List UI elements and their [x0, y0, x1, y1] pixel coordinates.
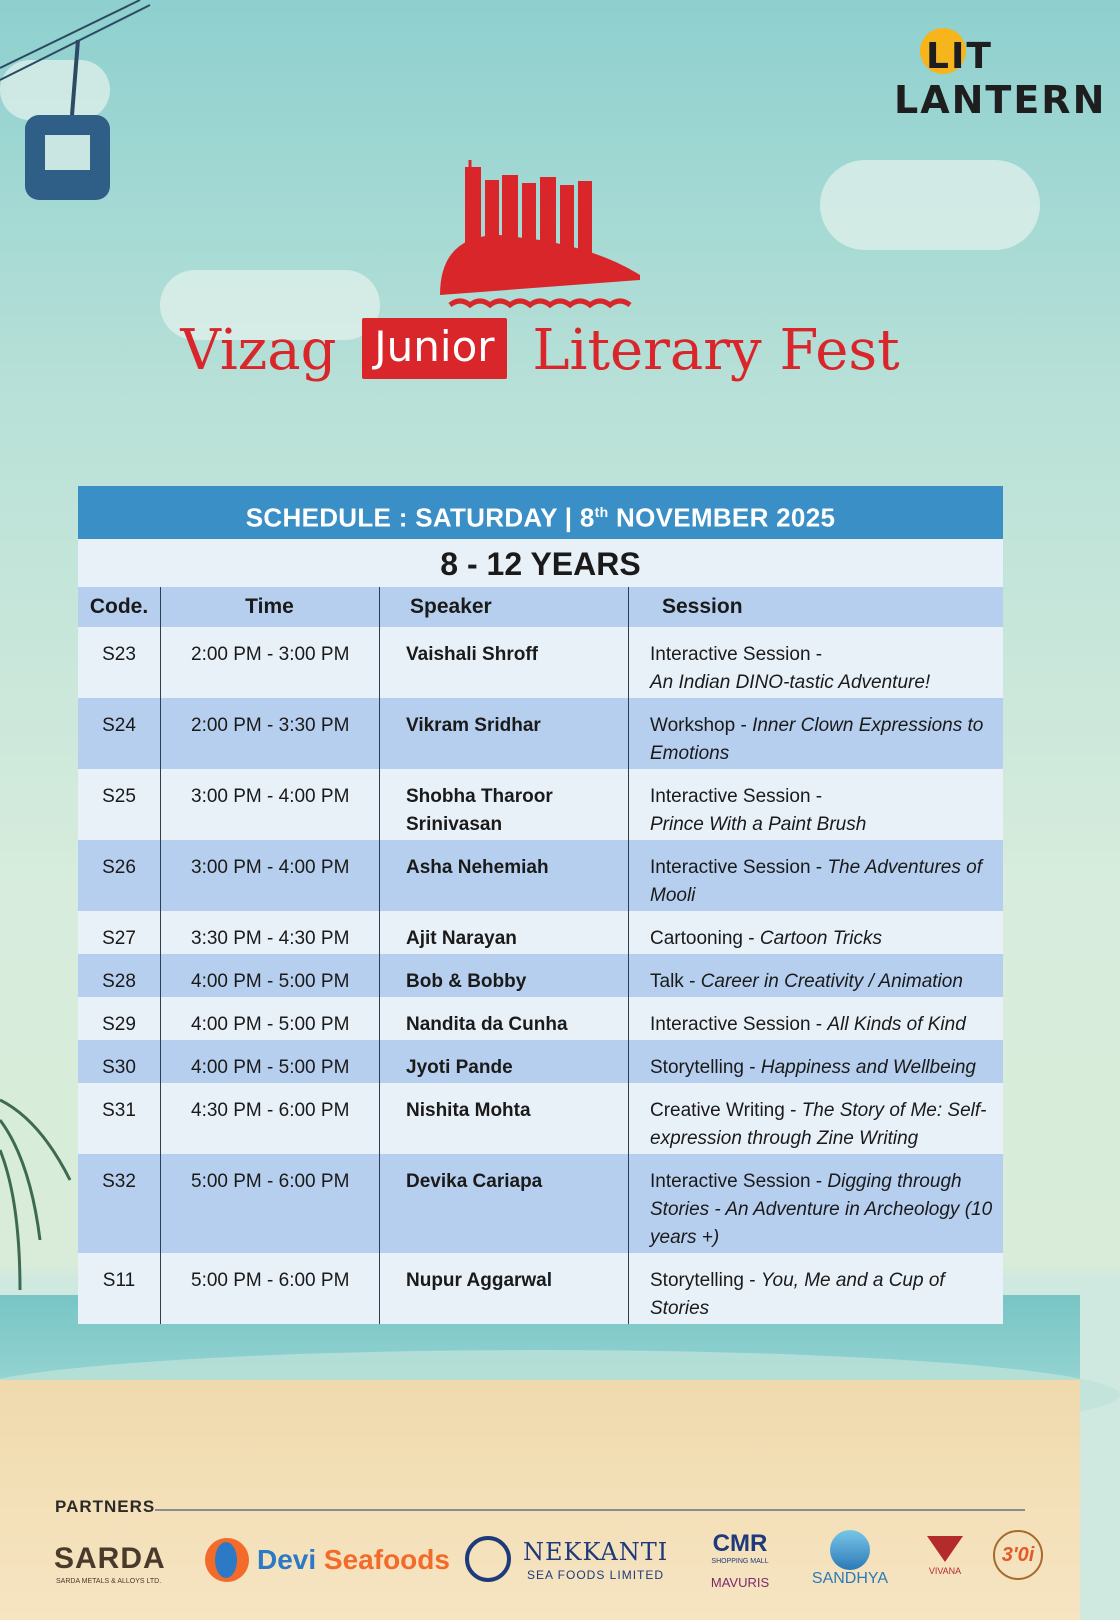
row-session — [629, 1083, 1004, 1154]
row-code: S25 — [78, 769, 161, 840]
row-time: 3:00 PM - 4:00 PM — [161, 840, 380, 911]
row-time: 4:00 PM - 5:00 PM — [161, 954, 380, 997]
row-code: S26 — [78, 840, 161, 911]
session-title: Career in Creativity / Animation — [700, 971, 963, 992]
column-header-row — [78, 587, 1003, 627]
devi-seafoods-logo — [205, 1530, 450, 1590]
session-title: Happiness and Wellbeing — [760, 1057, 976, 1078]
sandhya-wave-icon — [830, 1530, 870, 1570]
row-time: 5:00 PM - 6:00 PM — [161, 1253, 380, 1324]
table-row — [78, 1083, 1003, 1154]
session-type: Interactive Session - — [650, 1014, 828, 1035]
nekkanti-name: NEKKANTI — [523, 1538, 669, 1566]
row-code: S28 — [78, 954, 161, 997]
column-header-code: Code. — [78, 587, 161, 627]
schedule-header-suffix: NOVEMBER 2025 — [608, 502, 836, 533]
row-code: S23 — [78, 627, 161, 698]
session-type: Workshop - — [650, 715, 753, 736]
row-speaker: Vikram Sridhar — [380, 698, 629, 769]
nekkanti-logo — [465, 1530, 669, 1590]
age-group: 8 - 12 YEARS — [78, 539, 1003, 587]
row-code: S31 — [78, 1083, 161, 1154]
book-whale-logo — [440, 155, 660, 315]
sandhya-name: SANDHYA — [811, 1570, 889, 1587]
threeten-mark: 3'0i — [993, 1530, 1043, 1580]
nekkanti-mark-icon — [465, 1536, 511, 1582]
table-row — [78, 1154, 1003, 1253]
vivana-logo — [920, 1530, 970, 1590]
table-row — [78, 769, 1003, 840]
threeten-logo — [993, 1530, 1045, 1590]
table-row — [78, 627, 1003, 698]
devi-name-a: Devi — [257, 1544, 317, 1575]
row-session — [629, 769, 1004, 840]
table-row — [78, 1253, 1003, 1324]
row-time: 3:30 PM - 4:30 PM — [161, 911, 380, 954]
vivana-name: VIVANA — [928, 1566, 962, 1576]
cable-car-illustration — [0, 0, 160, 210]
column-header-speaker: Speaker — [380, 587, 629, 627]
partners-divider — [155, 1509, 1025, 1511]
table-row — [78, 840, 1003, 911]
row-session — [629, 911, 1004, 954]
session-type: Interactive Session - — [650, 1171, 828, 1192]
row-speaker: Devika Cariapa — [380, 1154, 629, 1253]
row-code: S30 — [78, 1040, 161, 1083]
session-type: Creative Writing - — [650, 1100, 802, 1121]
row-speaker: Vaishali Shroff — [380, 627, 629, 698]
cmr-logo — [700, 1530, 780, 1590]
row-time: 2:00 PM - 3:00 PM — [161, 627, 380, 698]
sarda-logo — [28, 1530, 178, 1590]
table-row — [78, 997, 1003, 1040]
session-type: Interactive Session - — [650, 644, 823, 665]
row-speaker: Shobha Tharoor Srinivasan — [380, 769, 629, 840]
session-type: Interactive Session - — [650, 786, 823, 807]
sarda-name: SARDA — [54, 1542, 166, 1575]
fest-title-junior: Junior — [362, 318, 506, 379]
devi-name — [257, 1544, 450, 1576]
row-time: 4:30 PM - 6:00 PM — [161, 1083, 380, 1154]
session-title: The Adventures of Mooli — [650, 857, 982, 906]
row-time: 5:00 PM - 6:00 PM — [161, 1154, 380, 1253]
nekkanti-sub: SEA FOODS LIMITED — [527, 1568, 665, 1582]
row-speaker: Nishita Mohta — [380, 1083, 629, 1154]
devi-mark-inner — [215, 1542, 237, 1578]
table-row — [78, 954, 1003, 997]
cmr-name: CMR — [712, 1530, 768, 1557]
palm-leaves-illustration — [0, 1060, 80, 1310]
session-title: Inner Clown Expressions to Emotions — [650, 715, 984, 764]
schedule-header-sup: th — [594, 504, 609, 520]
session-title: Prince With a Paint Brush — [650, 814, 867, 835]
cmr-sub: SHOPPING MALL — [711, 1558, 769, 1565]
schedule-grid — [78, 587, 1003, 1324]
session-title: You, Me and a Cup of Stories — [650, 1270, 945, 1319]
row-code: S29 — [78, 997, 161, 1040]
column-header-time: Time — [161, 587, 380, 627]
row-speaker: Nupur Aggarwal — [380, 1253, 629, 1324]
session-title: Cartoon Tricks — [759, 928, 882, 949]
session-title: The Story of Me: Self-expression through Zine Writing — [650, 1100, 987, 1149]
table-row — [78, 1040, 1003, 1083]
fest-title-literary-fest: Literary Fest — [532, 318, 900, 383]
row-speaker: Ajit Narayan — [380, 911, 629, 954]
session-title: Digging through Stories - An Adventure in Archeology (10 years +) — [650, 1171, 993, 1248]
vivana-mark-icon — [927, 1536, 963, 1562]
lit-lantern-bottom-text: LANTERN — [894, 78, 1107, 122]
cloud — [820, 160, 1040, 250]
row-code: S32 — [78, 1154, 161, 1253]
lit-lantern-top-text: LIT — [926, 36, 993, 77]
sarda-sub: SARDA METALS & ALLOYS LTD. — [56, 1578, 162, 1585]
row-session — [629, 698, 1004, 769]
row-time: 4:00 PM - 5:00 PM — [161, 1040, 380, 1083]
session-type: Interactive Session - — [650, 857, 828, 878]
schedule-table — [78, 486, 1003, 1324]
row-time: 2:00 PM - 3:30 PM — [161, 698, 380, 769]
session-title: An Indian DINO-tastic Adventure! — [650, 672, 931, 693]
schedule-header — [78, 486, 1003, 539]
session-title: All Kinds of Kind — [827, 1014, 966, 1035]
session-type: Talk - — [650, 971, 701, 992]
session-type: Storytelling - — [650, 1270, 761, 1291]
schedule-header-prefix: SCHEDULE : SATURDAY | 8 — [245, 502, 595, 533]
row-code: S24 — [78, 698, 161, 769]
row-speaker: Bob & Bobby — [380, 954, 629, 997]
column-header-session: Session — [629, 587, 1004, 627]
row-session — [629, 840, 1004, 911]
row-session — [629, 627, 1004, 698]
row-session — [629, 954, 1004, 997]
table-row — [78, 911, 1003, 954]
row-speaker: Jyoti Pande — [380, 1040, 629, 1083]
fest-title-vizag: Vizag — [180, 318, 337, 383]
row-code: S27 — [78, 911, 161, 954]
row-speaker: Nandita da Cunha — [380, 997, 629, 1040]
row-speaker: Asha Nehemiah — [380, 840, 629, 911]
session-type: Cartooning - — [650, 928, 760, 949]
row-time: 4:00 PM - 5:00 PM — [161, 997, 380, 1040]
row-session — [629, 1154, 1004, 1253]
row-session — [629, 997, 1004, 1040]
fest-title — [0, 318, 1080, 383]
table-row — [78, 698, 1003, 769]
devi-name-b: Seafoods — [316, 1544, 450, 1575]
row-session — [629, 1253, 1004, 1324]
session-type: Storytelling - — [650, 1057, 761, 1078]
lit-lantern-logo — [890, 28, 1107, 138]
row-time: 3:00 PM - 4:00 PM — [161, 769, 380, 840]
partners-label: PARTNERS — [55, 1497, 156, 1516]
row-code: S11 — [78, 1253, 161, 1324]
sandhya-logo — [805, 1530, 895, 1590]
row-session — [629, 1040, 1004, 1083]
mavuris-name: MAVURIS — [710, 1575, 770, 1590]
